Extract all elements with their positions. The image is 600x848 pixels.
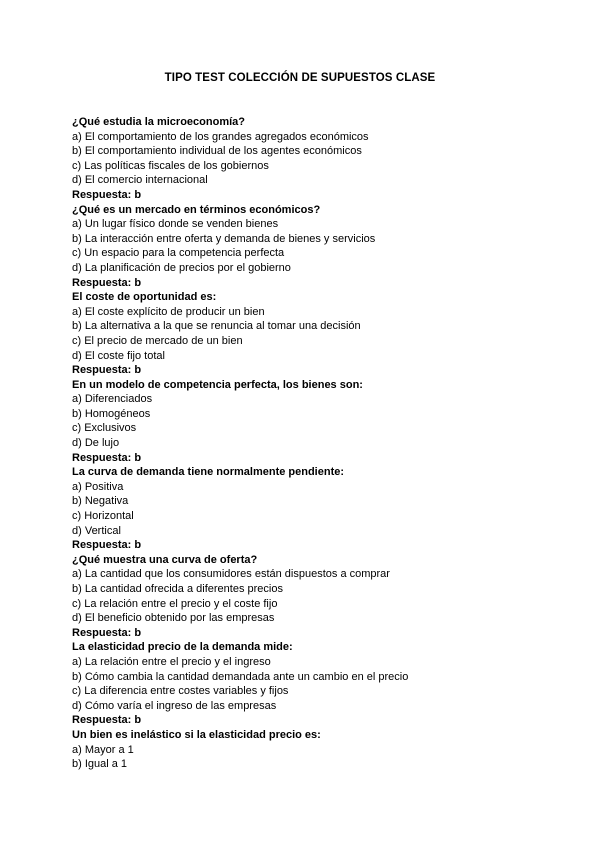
answer-prefix: Respuesta: <box>72 539 135 552</box>
option-d: d) El beneficio obtenido por las empresas <box>72 612 275 625</box>
option-c: c) Las políticas fiscales de los gobiernos <box>72 159 269 172</box>
option-b: b) El comportamiento individual de los agentes económicos <box>72 145 362 158</box>
answer-prefix: Respuesta: <box>72 626 135 639</box>
option-c: c) La relación entre el precio y el coste fijo <box>72 597 278 610</box>
option-d: d) Cómo varía el ingreso de las empresas <box>72 699 277 712</box>
question-6 <box>72 553 542 641</box>
answer-value: b <box>134 626 142 639</box>
answer-line <box>72 538 542 553</box>
answer-prefix: Respuesta: <box>72 276 135 289</box>
option-a: a) El coste explícito de producir un bien <box>72 305 265 318</box>
option-a: a) Un lugar físico donde se venden bienes <box>72 218 279 231</box>
question-text: La elasticidad precio de la demanda mide: <box>72 641 293 654</box>
question-4 <box>72 378 542 466</box>
answer-value: b <box>134 714 142 727</box>
option-a: a) La cantidad que los consumidores están dispuestos a comprar <box>72 568 390 581</box>
question-text: En un modelo de competencia perfecta, los bienes son: <box>72 378 363 391</box>
answer-value: b <box>134 451 142 464</box>
question-text: ¿Qué es un mercado en términos económicos? <box>72 203 321 216</box>
option-b: b) La cantidad ofrecida a diferentes precios <box>72 583 283 595</box>
answer-value: b <box>134 539 142 552</box>
option-b: b) Igual a 1 <box>72 758 128 771</box>
answer-line <box>72 626 542 641</box>
option-d: d) La planificación de precios por el gobierno <box>72 261 291 274</box>
option-a: a) Mayor a 1 <box>72 743 134 756</box>
option-b: b) Homogéneos <box>72 407 151 420</box>
question-text: ¿Qué estudia la microeconomía? <box>72 116 245 128</box>
answer-prefix: Respuesta: <box>72 451 135 464</box>
question-text: ¿Qué muestra una curva de oferta? <box>72 553 258 566</box>
option-a: a) El comportamiento de los grandes agregados económicos <box>72 130 369 143</box>
question-text: El coste de oportunidad es: <box>72 291 217 304</box>
answer-prefix: Respuesta: <box>72 364 135 377</box>
option-b: b) Negativa <box>72 495 129 508</box>
answer-line <box>72 713 542 728</box>
option-b: b) Cómo cambia la cantidad demandada ante un cambio en el precio <box>72 670 409 683</box>
question-text: Un bien es inelástico si la elasticidad precio es: <box>72 728 321 741</box>
option-a: a) Positiva <box>72 480 124 493</box>
option-d: d) Vertical <box>72 524 121 537</box>
question-text: La curva de demanda tiene normalmente pendiente: <box>72 466 345 479</box>
question-5 <box>72 465 542 553</box>
option-d: d) El comercio internacional <box>72 174 208 187</box>
option-b: b) La interacción entre oferta y demanda de bienes y servicios <box>72 232 376 245</box>
question-8 <box>72 728 542 772</box>
option-c: c) El precio de mercado de un bien <box>72 334 243 347</box>
option-c: c) Horizontal <box>72 510 134 523</box>
answer-line <box>72 451 542 466</box>
option-a: a) La relación entre el precio y el ingreso <box>72 655 271 668</box>
option-c: c) La diferencia entre costes variables y fijos <box>72 685 289 698</box>
question-7 <box>72 640 542 728</box>
question-1 <box>72 115 542 203</box>
answer-line <box>72 276 542 291</box>
answer-prefix: Respuesta: <box>72 188 135 201</box>
document-title: TIPO TEST COLECCIÓN DE SUPUESTOS CLASE <box>164 72 436 84</box>
answer-prefix: Respuesta: <box>72 714 135 727</box>
option-a: a) Diferenciados <box>72 393 153 406</box>
question-list <box>72 115 542 772</box>
answer-value: b <box>134 188 142 201</box>
question-3 <box>72 290 542 378</box>
answer-line <box>72 363 542 378</box>
option-c: c) Un espacio para la competencia perfecta <box>72 247 285 260</box>
option-c: c) Exclusivos <box>72 422 137 435</box>
answer-line <box>72 188 542 203</box>
option-d: d) De lujo <box>72 437 120 450</box>
question-2 <box>72 203 542 291</box>
answer-value: b <box>134 364 142 377</box>
option-b: b) La alternativa a la que se renuncia al tomar una decisión <box>72 320 361 333</box>
option-d: d) El coste fijo total <box>72 349 165 362</box>
answer-value: b <box>134 276 142 289</box>
